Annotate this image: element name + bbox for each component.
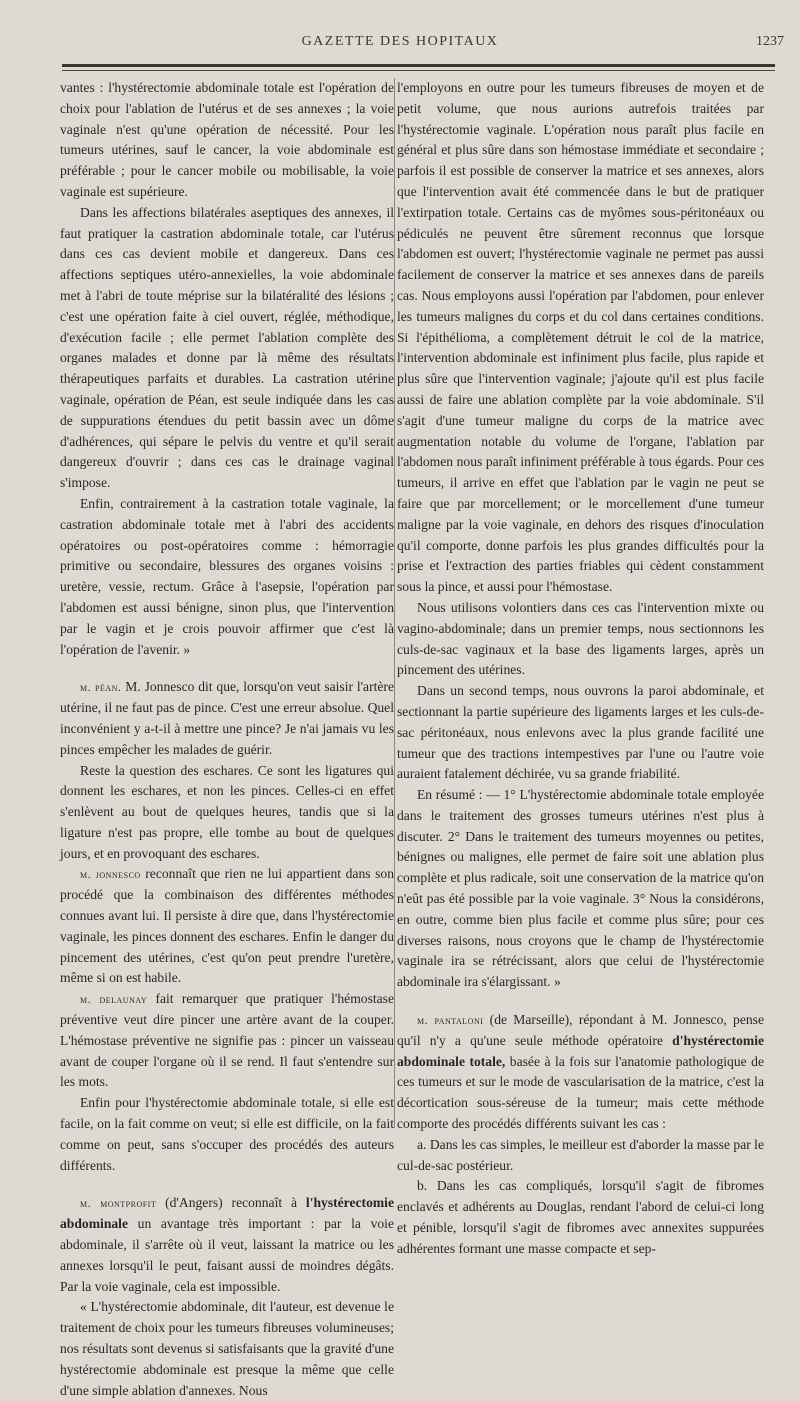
speaker-name: m. delaunay bbox=[80, 992, 148, 1007]
paragraph: Nous utilisons volontiers dans ces cas l'intervention mixte ou vagino-abdominale; dans un premier temps, nous sectionnons les culs-de-sac vaginaux et la base des ligaments larges, après un pincement des utérines. bbox=[397, 599, 764, 678]
paragraph-pean bbox=[60, 677, 394, 760]
paragraph-montprofit bbox=[60, 1193, 394, 1297]
header-rule-thick bbox=[62, 64, 775, 67]
speaker-name: m. montprofit bbox=[80, 1196, 157, 1211]
paragraph-text: fait remarquer que pratiquer l'hémostase préventive veut dire pincer une artère avant de la couper. L'hémostase préventive ne signifie pas : pincer un vaisseau avant de couper l'organe où il se rend. Il faut s'entendre sur les mots. bbox=[60, 991, 394, 1090]
paragraph-case-b: b. Dans les cas compliqués, lorsqu'il s'agit de fibromes enclavés et adhérents au Douglas, rendant l'abord de celui-ci long et pénible, lorsqu'il s'agit de fibromes avec annexites suppurées adhérentes formant une masse compacte et sep- bbox=[397, 1178, 764, 1256]
paragraph: l'employons en outre pour les tumeurs fibreuses de moyen et de petit volume, que nous aurions autrefois traitées par l'hystérectomie vaginale. L'opération nous paraît plus facile en général et plus sûre dans son hémostase immédiate et secondaire ; parfois il est possible de conserver la matrice et ses annexes, alors que l'intervention avait été commencée dans le but de pratiquer l'extirpation totale. Certains cas de myômes sous-péritonéaux ou pédiculés ne peuvent être sûrement reconnus que lorsque l'abdomen est ouvert; l'hystérectomie vaginale ne permet pas aussi facilement de conserver la matrice et ses annexes dans de pareils cas. Nous employons aussi l'opération par l'abdomen, pour enlever les tumeurs malignes du corps et du col dans certaines conditions. Si l'épithélioma, a complètement détruit le col de la matrice, l'intervention abdominale est infiniment plus facile, plus rapide et plus sûre que l'intervention vaginale; j'ajoute qu'il est plus facile aussi de faire une ablation complète par la voie abdominale. S'il s'agit d'une tumeur maligne du corps de la matrice avec augmentation notable du volume de l'organe, l'ablation par l'abdomen nous paraît infiniment préférable à tous égards. Pour ces tumeurs, il arrive en effet que l'ablation par le vagin ne peut se faire que par morcellement; or le morcellement d'une tumeur maligne par la voie vaginale, en dehors des risques d'inoculation qu'il comporte, donne parfois les plus grandes difficultés pour la prise et l'extraction des parties friables qui cèdent constamment sous la pince, et aussi pour l'hémostase. bbox=[397, 80, 764, 595]
paragraph-text: (de Marseille), répondant à M. Jonnesco, pense qu'il n'y a qu'une seule méthode opératoire bbox=[397, 1012, 764, 1048]
paragraph-text: M. Jonnesco dit que, lorsqu'on veut saisir l'artère utérine, il ne faut pas de pince. C'est une erreur absolue. Quel inconvénient y a-t-il à mettre une pince? Je n'ai jamais vu les pinces empêcher les malades de guérir. bbox=[60, 679, 394, 757]
speaker-name: m. jonnesco bbox=[80, 867, 141, 882]
paragraph-pantaloni bbox=[397, 1010, 764, 1135]
paragraph: Dans un second temps, nous ouvrons la paroi abdominale, et sectionnant la partie supérieure des ligaments larges et les culs-de-sac péritonéaux, nous enlevons avec la plus grande facilité une tumeur que des tractions intempestives par l'une ou l'autre voie auraient fatalement déchirée, vu sa grande friabilité. bbox=[397, 683, 764, 782]
speaker-name: m. pantaloni bbox=[417, 1013, 484, 1028]
paragraph: Dans les affections bilatérales aseptiques des annexes, il faut pratiquer la castration abdominale totale, car l'utérus dans ces cas devient mobile et dangereux. Dans ces affections septiques utéro-annexielles, la voie abdominale met à l'abri de toute méprise sur la bilatéralité des lésions ; c'est une opération faite à ciel ouvert, réglée, méthodique, d'exécution facile ; elle permet l'ablation complète des organes malades et donne par là même des résultats thérapeutiques parfaits et durables. La castration utérine vaginale, opération de Péan, est seule indiquée dans les cas de suppurations étendues du petit bassin avec un dôme d'adhérences, qui sépare le pelvis du ventre et qu'il serait dangereux d'ouvrir ; dans ces cas le drainage vaginal s'impose. bbox=[60, 204, 394, 491]
journal-title: GAZETTE DES HOPITAUX bbox=[301, 34, 499, 49]
paragraph: Enfin pour l'hystérectomie abdominale totale, si elle est facile, on la fait comme on veut; si elle est difficile, on la fait comme on peut, sans s'occuper des procédés des auteurs différents. bbox=[60, 1095, 394, 1173]
page-header bbox=[0, 34, 800, 54]
bold-term: l'hystérectomie abdominale bbox=[60, 1195, 394, 1232]
paragraph-jonnesco bbox=[60, 864, 394, 989]
paragraph-quote: « L'hystérectomie abdominale, dit l'auteur, est devenue le traitement de choix pour les tumeurs fibreuses volumineuses; nos résultats sont devenus si satisfaisants que la gravité d'une hystérectomie abdominale est presque la même que celle d'une simple ablation d'annexes. Nous bbox=[60, 1299, 394, 1398]
paragraph: vantes : l'hystérectomie abdominale totale est l'opération de choix pour l'ablation de l'utérus et de ses annexes ; la voie vaginale n'est qu'une opération de nécessité. Pour les tumeurs utérines, sauf le cancer, la voie abdominale est préférable ; pour le cancer mobile ou mobilisable, la voie vaginale est supérieure. bbox=[60, 80, 394, 199]
paragraph-case-a: a. Dans les cas simples, le meilleur est d'aborder la masse par le cul-de-sac postérieur. bbox=[397, 1136, 764, 1173]
speaker-name: m. péan. bbox=[80, 680, 122, 695]
paragraph-text: basée à la fois sur l'anatomie pathologique de ces tumeurs et sur le mode de vascularisation de la matrice, c'est la décortication sous-séreuse de la tumeur; mais cette méthode comporte des procédés différents suivant les cas : bbox=[397, 1053, 764, 1132]
paragraph-text: un avantage très important : par la voie abdominale, il s'arrête où il veut, laissant la matrice ou les annexes lorsqu'il le peut, faisant aussi de moindres dégâts. Par la voie vaginale, cela est impossible. bbox=[60, 1216, 394, 1294]
column-divider bbox=[394, 78, 395, 1128]
bold-term: d'hystérectomie abdominale totale, bbox=[397, 1032, 764, 1069]
paragraph-text: (d'Angers) reconnaît à bbox=[156, 1195, 306, 1211]
paragraph-summary: En résumé : — 1° L'hystérectomie abdominale totale employée dans le traitement des grosses tumeurs utérines n'est plus à discuter. 2° Dans le traitement des tumeurs moyennes ou petites, bénignes ou malignes, elle permet de faire soit une ablation plus complète et plus radicale, soit une conservation de la matrice qu'on n'eût pas été possible par la voie vaginale. 3° Nous la considérons, en outre, comme bien plus facile et comme plus sûre; pour ces diverses raisons, nous croyons que le champ de l'hystérectomie vaginale ira se rétrécissant, alors que celui de l'hystérectomie abdominale ira s'élargissant. » bbox=[397, 787, 764, 990]
paragraph: Enfin, contrairement à la castration totale vaginale, la castration abdominale totale met à l'abri des accidents opératoires ou post-opératoires comme : hémorragie primitive ou secondaire, blessures des organes voisins : uretère, vessie, rectum. Grâce à l'asepsie, l'opération par l'abdomen est aussi bénigne, sinon plus, que l'intervention par le vagin et je crois pouvoir affirmer que c'est là l'opération de l'avenir. » bbox=[60, 495, 394, 657]
header-rule-thin bbox=[62, 70, 775, 71]
page-number: 1237 bbox=[756, 34, 784, 49]
paragraph-text: reconnaît que rien ne lui appartient dans son procédé que la combinaison des différentes méthodes connues avant lui. Il persiste à dire que, dans l'hystérectomie vaginale, les pinces donnent des eschares. Enfin le danger du pincement des utérines, c'est qu'on peut prendre l'uretère, même si on est habile. bbox=[60, 866, 394, 986]
paragraph-delaunay bbox=[60, 989, 394, 1093]
right-column bbox=[397, 78, 764, 1260]
left-column bbox=[60, 78, 394, 1401]
paragraph: Reste la question des eschares. Ce sont les ligatures qui donnent les eschares, et non les pinces. Celles-ci en effet s'enlèvent au bout de quelques heures, tandis que si la ligature n'est pas propre, elle tombe au bout de quelques jours, et en provoquant des eschares. bbox=[60, 762, 394, 861]
